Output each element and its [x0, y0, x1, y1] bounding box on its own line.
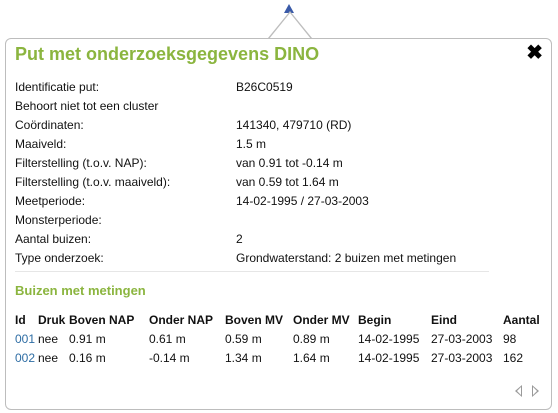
table-cell: 27-03-2003	[431, 332, 493, 346]
divider	[15, 271, 489, 272]
table-cell: -0.14 m	[149, 351, 190, 365]
table-cell: 1.34 m	[225, 351, 262, 365]
column-header-id: Id	[15, 313, 26, 327]
property-label: Filterstelling (t.o.v. NAP):	[15, 156, 147, 170]
column-header-boven-mv: Boven MV	[225, 313, 284, 327]
popup-pointer-fill	[269, 13, 311, 39]
property-row	[15, 230, 535, 249]
table-row	[15, 349, 545, 368]
column-header-begin: Begin	[358, 313, 392, 327]
tube-id-link[interactable]: 001	[15, 332, 36, 346]
property-row	[15, 211, 535, 230]
close-icon[interactable]: ✖	[526, 42, 543, 64]
property-row	[15, 154, 535, 173]
property-label: Coördinaten:	[15, 118, 84, 132]
property-label: Type onderzoek:	[15, 251, 104, 265]
next-arrow-icon[interactable]	[532, 385, 539, 397]
property-value: 141340, 479710 (RD)	[236, 118, 352, 132]
table-row	[15, 330, 545, 349]
column-header-eind: Eind	[431, 313, 457, 327]
property-label: Maaiveld:	[15, 137, 67, 151]
table-cell: 162	[503, 351, 524, 365]
column-header-onder-nap: Onder NAP	[149, 313, 214, 327]
property-value: van 0.59 tot 1.64 m	[236, 175, 339, 189]
tubes-table	[15, 311, 545, 368]
property-value: 14-02-1995 / 27-03-2003	[236, 194, 369, 208]
table-header-row	[15, 311, 545, 330]
table-cell: 98	[503, 332, 517, 346]
property-row	[15, 97, 535, 116]
property-row	[15, 78, 535, 97]
prev-arrow-icon[interactable]	[515, 385, 522, 397]
table-cell: nee	[38, 351, 59, 365]
property-value: Grondwaterstand: 2 buizen met metingen	[236, 251, 457, 265]
property-label: Identificatie put:	[15, 80, 100, 94]
table-cell: 14-02-1995	[358, 332, 420, 346]
table-cell: nee	[38, 332, 59, 346]
column-header-aantal: Aantal	[503, 313, 540, 327]
table-cell: 0.16 m	[69, 351, 106, 365]
property-row	[15, 249, 535, 268]
property-label: Monsterperiode:	[15, 213, 102, 227]
popup-title: Put met onderzoeksgegevens DINO	[15, 44, 320, 64]
property-label: Aantal buizen:	[15, 232, 92, 246]
table-cell: 27-03-2003	[431, 351, 493, 365]
tube-id-link[interactable]: 002	[15, 351, 36, 365]
properties-list	[15, 78, 535, 268]
property-value: van 0.91 tot -0.14 m	[236, 156, 343, 170]
table-cell: 0.89 m	[293, 332, 330, 346]
pager	[515, 385, 539, 399]
table-cell: 0.91 m	[69, 332, 106, 346]
property-label: Meetperiode:	[15, 194, 86, 208]
property-label: Behoort niet tot een cluster	[15, 99, 159, 113]
property-row	[15, 192, 535, 211]
property-value: 2	[236, 232, 243, 246]
column-header-boven-nap: Boven NAP	[69, 313, 135, 327]
info-popup	[5, 38, 552, 410]
column-header-druk: Druk	[38, 313, 66, 327]
table-cell: 0.61 m	[149, 332, 186, 346]
table-cell: 14-02-1995	[358, 351, 420, 365]
property-label: Filterstelling (t.o.v. maaiveld):	[15, 175, 171, 189]
table-cell: 0.59 m	[225, 332, 262, 346]
property-row	[15, 173, 535, 192]
tubes-title: Buizen met metingen	[15, 283, 146, 298]
property-value: B26C0519	[236, 80, 293, 94]
property-row	[15, 116, 535, 135]
property-row	[15, 135, 535, 154]
column-header-onder-mv: Onder MV	[293, 313, 350, 327]
property-value: 1.5 m	[236, 137, 267, 151]
table-cell: 1.64 m	[293, 351, 330, 365]
